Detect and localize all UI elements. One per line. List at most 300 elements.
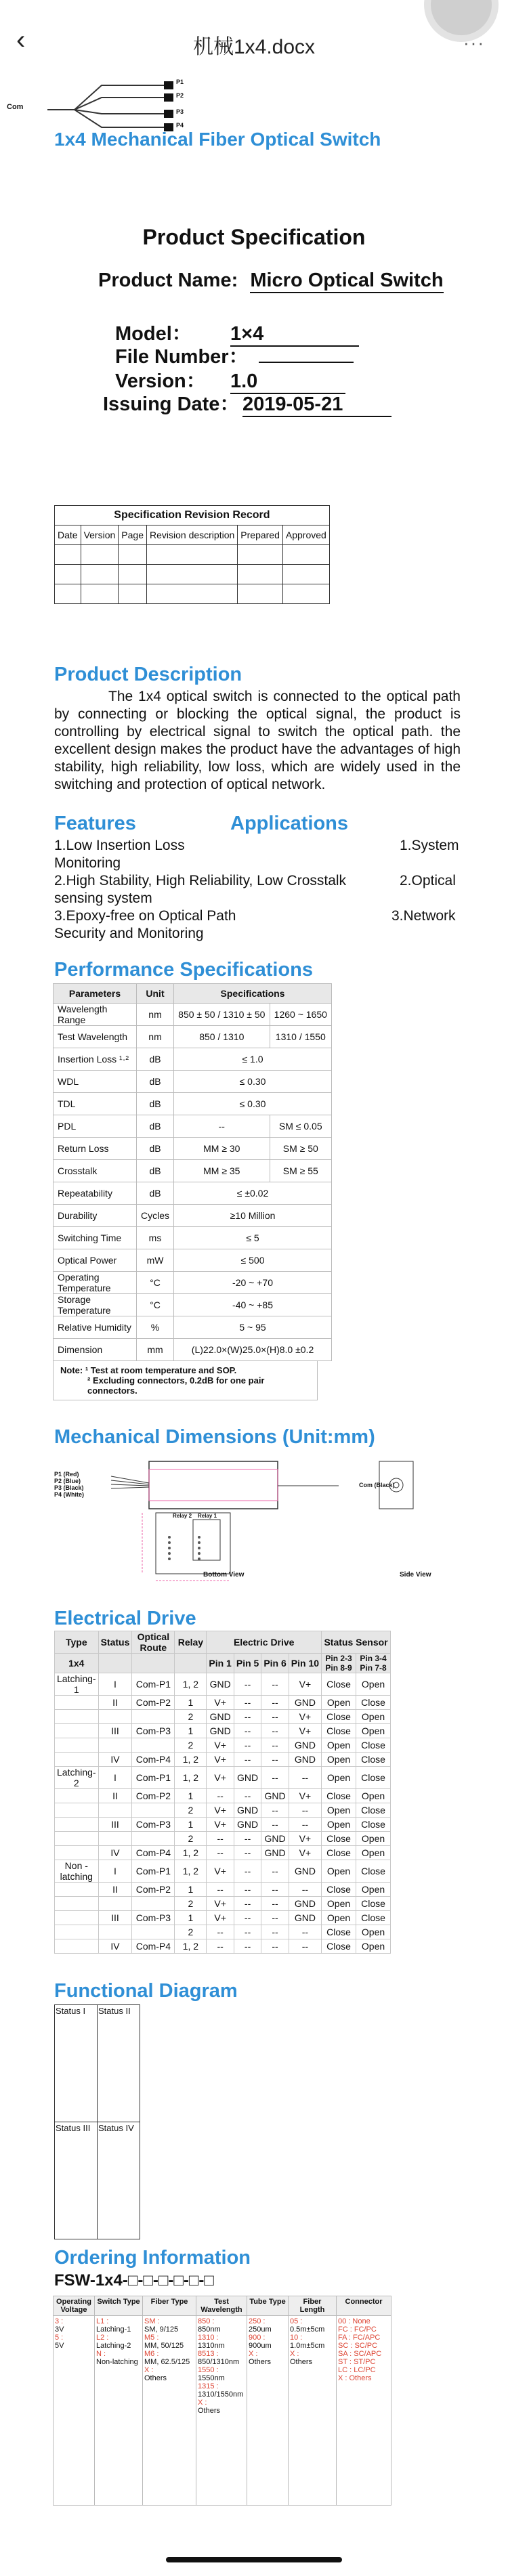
- version-value: 1.0: [230, 370, 345, 394]
- ordering-table: [53, 2296, 391, 2506]
- table-cell: --: [289, 1939, 321, 1954]
- table-cell: --: [234, 1860, 261, 1883]
- perf-col-header: Specifications: [174, 984, 332, 1004]
- order-option: N :: [96, 2350, 106, 2358]
- back-icon[interactable]: ‹: [16, 25, 26, 55]
- table-cell: Close: [322, 1883, 356, 1897]
- order-option: X :: [290, 2350, 299, 2358]
- table-cell: dB: [137, 1115, 174, 1138]
- application-item: 2.Optical: [400, 873, 456, 888]
- table-cell: Open: [356, 1724, 391, 1738]
- table-cell: Com-P2: [132, 1789, 175, 1803]
- table-cell: PDL: [54, 1115, 137, 1138]
- table-cell: Test Wavelength: [54, 1026, 137, 1048]
- table-cell: V+: [289, 1710, 321, 1724]
- table-cell: --: [207, 1832, 234, 1846]
- port-legend-item: P2 (Blue): [54, 1478, 81, 1484]
- table-cell: V+: [289, 1789, 321, 1803]
- elec-subheader: Pin 2-3 Pin 8-9: [322, 1654, 356, 1673]
- table-cell: --: [234, 1673, 261, 1696]
- table-cell: [55, 1939, 99, 1954]
- table-cell: Durability: [54, 1205, 137, 1227]
- table-cell: 1, 2: [175, 1753, 207, 1767]
- table-cell: GND: [207, 1724, 234, 1738]
- table-cell: ≤ 0.30: [174, 1071, 332, 1093]
- order-option-cell: [196, 2316, 247, 2506]
- table-cell: --: [289, 1767, 321, 1789]
- table-cell: --: [261, 1897, 289, 1911]
- list-item: Security and Monitoring: [54, 926, 204, 941]
- table-cell: 1: [175, 1789, 207, 1803]
- elec-subheader: Pin 1: [207, 1654, 234, 1673]
- order-option: 250 :: [249, 2317, 266, 2325]
- table-cell: 2: [175, 1710, 207, 1724]
- order-option: 5V: [55, 2342, 64, 2350]
- table-cell: Open: [356, 1883, 391, 1897]
- table-cell: [55, 1724, 99, 1738]
- table-cell: --: [261, 1939, 289, 1954]
- table-cell: 1, 2: [175, 1860, 207, 1883]
- description-heading: Product Description: [54, 664, 242, 685]
- table-cell: -20 ~ +70: [174, 1272, 332, 1294]
- table-row: [55, 1897, 391, 1911]
- revision-table: [54, 505, 330, 604]
- table-cell: ≤ 500: [174, 1249, 332, 1272]
- table-cell: --: [261, 1673, 289, 1696]
- status-iv-cell: Status IV: [98, 2122, 140, 2239]
- table-cell: GND: [234, 1767, 261, 1789]
- table-cell: WDL: [54, 1071, 137, 1093]
- table-row: [54, 1249, 332, 1272]
- status-ii-cell: Status II: [98, 2005, 140, 2122]
- table-cell: --: [289, 1883, 321, 1897]
- table-row: [55, 1710, 391, 1724]
- table-cell: GND: [289, 1753, 321, 1767]
- table-row: [54, 1339, 332, 1361]
- file-number-row: [115, 341, 354, 369]
- table-cell: 2: [175, 1803, 207, 1818]
- table-row: [55, 1883, 391, 1897]
- table-cell: V+: [289, 1673, 321, 1696]
- table-cell: Open: [322, 1696, 356, 1710]
- table-cell: II: [98, 1696, 132, 1710]
- table-cell: °C: [137, 1272, 174, 1294]
- table-cell: Return Loss: [54, 1138, 137, 1160]
- table-cell: MM ≥ 30: [174, 1138, 270, 1160]
- table-cell: Com-P4: [132, 1846, 175, 1860]
- table-cell: Close: [356, 1753, 391, 1767]
- order-option: 0.5m±5cm: [290, 2325, 325, 2334]
- table-cell: Close: [356, 1860, 391, 1883]
- table-cell: [55, 1897, 99, 1911]
- table-row: [55, 1911, 391, 1925]
- table-cell: 1310 / 1550: [270, 1026, 331, 1048]
- side-view-label: Side View: [400, 1571, 431, 1579]
- order-col-header: Test Wavelength: [196, 2296, 247, 2316]
- table-cell: Com-P2: [132, 1883, 175, 1897]
- table-cell: Close: [322, 1846, 356, 1860]
- elec-subheader: Pin 6: [261, 1654, 289, 1673]
- table-cell: Open: [322, 1738, 356, 1753]
- revision-col: Approved: [282, 525, 329, 545]
- table-cell: Open: [356, 1832, 391, 1846]
- table-cell: Non -latching: [55, 1860, 99, 1883]
- table-cell: [132, 1710, 175, 1724]
- table-cell: V+: [207, 1753, 234, 1767]
- table-cell: Open: [322, 1860, 356, 1883]
- issuing-date-value: 2019-05-21: [242, 393, 391, 417]
- revision-col: Version: [81, 525, 119, 545]
- table-cell: Wavelength Range: [54, 1004, 137, 1026]
- table-row: [55, 1738, 391, 1753]
- order-option: Others: [290, 2358, 313, 2366]
- table-row: [54, 1160, 332, 1182]
- order-option: SA : SC/APC: [338, 2350, 382, 2358]
- table-cell: 1260 ~ 1650: [270, 1004, 331, 1026]
- port-label: P3: [176, 108, 184, 115]
- table-cell: --: [234, 1911, 261, 1925]
- table-cell: V+: [207, 1897, 234, 1911]
- revision-col: Prepared: [238, 525, 283, 545]
- table-cell: Close: [322, 1724, 356, 1738]
- table-cell: --: [261, 1767, 289, 1789]
- order-option: X : Others: [338, 2374, 372, 2382]
- table-cell: Open: [356, 1673, 391, 1696]
- table-cell: Com-P4: [132, 1939, 175, 1954]
- order-col-header: Operating Voltage: [54, 2296, 95, 2316]
- table-cell: V+: [207, 1803, 234, 1818]
- revision-col: Page: [119, 525, 147, 545]
- order-option: FA : FC/APC: [338, 2334, 381, 2342]
- order-option: X :: [198, 2399, 207, 2407]
- table-cell: GND: [261, 1832, 289, 1846]
- status-i-cell: Status I: [55, 2005, 98, 2122]
- table-row: [55, 1846, 391, 1860]
- mechanical-drawing: [54, 1456, 447, 1598]
- com-label: Com: [7, 103, 24, 111]
- order-option: SM, 9/125: [144, 2325, 179, 2334]
- order-option: 00 : None: [338, 2317, 371, 2325]
- order-option: M6 :: [144, 2350, 159, 2358]
- order-option-cell: [247, 2316, 289, 2506]
- table-cell: -40 ~ +85: [174, 1294, 332, 1316]
- table-cell: nm: [137, 1004, 174, 1026]
- port-label: P1: [176, 79, 184, 85]
- table-cell: V+: [207, 1818, 234, 1832]
- order-option: 1550nm: [198, 2374, 225, 2382]
- perf-col-header: Unit: [137, 984, 174, 1004]
- table-cell: --: [234, 1939, 261, 1954]
- table-cell: [98, 1803, 132, 1818]
- table-cell: --: [234, 1846, 261, 1860]
- table-cell: --: [289, 1925, 321, 1939]
- table-cell: GND: [261, 1846, 289, 1860]
- table-cell: Com-P1: [132, 1673, 175, 1696]
- table-row: [55, 1724, 391, 1738]
- top-bar: [0, 0, 508, 84]
- table-cell: Repeatability: [54, 1182, 137, 1205]
- order-option: 1310/1550nm: [198, 2390, 244, 2399]
- table-cell: V+: [207, 1767, 234, 1789]
- table-cell: --: [261, 1911, 289, 1925]
- table-cell: 1: [175, 1696, 207, 1710]
- table-cell: Latching-2: [55, 1767, 99, 1789]
- order-option: 1310 :: [198, 2334, 219, 2342]
- elec-header: Status Sensor: [322, 1631, 391, 1654]
- order-option: M5 :: [144, 2334, 159, 2342]
- table-row: [55, 1767, 391, 1789]
- table-cell: --: [174, 1115, 270, 1138]
- order-option: 1.0m±5cm: [290, 2342, 325, 2350]
- order-option-cell: [289, 2316, 337, 2506]
- table-cell: --: [289, 1803, 321, 1818]
- table-cell: ≤ 5: [174, 1227, 332, 1249]
- table-cell: IV: [98, 1846, 132, 1860]
- table-row: [54, 1316, 332, 1339]
- table-row: [55, 1789, 391, 1803]
- table-cell: IV: [98, 1939, 132, 1954]
- table-cell: [55, 1883, 99, 1897]
- ordering-code: FSW-1x4-□-□-□-□-□-□: [54, 2271, 214, 2290]
- table-cell: Com-P4: [132, 1753, 175, 1767]
- performance-table: [53, 983, 332, 1400]
- ordering-heading: Ordering Information: [54, 2247, 251, 2269]
- applications-heading: Applications: [230, 813, 349, 834]
- table-cell: GND: [289, 1897, 321, 1911]
- order-option: Others: [249, 2358, 272, 2366]
- mechanical-drawing-svg: [54, 1456, 447, 1598]
- product-title: 1x4 Mechanical Fiber Optical Switch: [54, 129, 381, 150]
- table-cell: 2: [175, 1897, 207, 1911]
- table-cell: --: [207, 1883, 234, 1897]
- elec-header: Status: [98, 1631, 132, 1654]
- table-cell: --: [261, 1883, 289, 1897]
- table-cell: [55, 1696, 99, 1710]
- order-option: Latching-2: [96, 2342, 131, 2350]
- table-cell: [55, 1925, 99, 1939]
- order-option: 850nm: [198, 2325, 221, 2334]
- table-cell: 1, 2: [175, 1767, 207, 1789]
- product-name-label: Product Name:: [98, 270, 238, 291]
- order-option: MM, 62.5/125: [144, 2358, 190, 2366]
- model-value: 1×4: [230, 323, 359, 347]
- port-label: P4: [176, 122, 184, 129]
- order-option-cell: [337, 2316, 391, 2506]
- table-cell: V+: [207, 1911, 234, 1925]
- table-cell: 2: [175, 1832, 207, 1846]
- table-cell: V+: [207, 1738, 234, 1753]
- elec-header: Electric Drive: [207, 1631, 322, 1654]
- table-cell: dB: [137, 1138, 174, 1160]
- table-cell: Storage Temperature: [54, 1294, 137, 1316]
- table-cell: [98, 1738, 132, 1753]
- table-cell: nm: [137, 1026, 174, 1048]
- table-cell: 1, 2: [175, 1673, 207, 1696]
- order-option: 3V: [55, 2325, 64, 2334]
- issuing-date-label: Issuing Date：: [103, 393, 240, 415]
- table-cell: Open: [322, 1753, 356, 1767]
- order-option-cell: [54, 2316, 95, 2506]
- table-cell: GND: [207, 1710, 234, 1724]
- table-cell: Com-P3: [132, 1724, 175, 1738]
- table-cell: Open: [356, 1710, 391, 1724]
- revision-col: Date: [55, 525, 81, 545]
- order-option: 850 :: [198, 2317, 215, 2325]
- home-indicator[interactable]: [166, 2557, 342, 2562]
- table-cell: [132, 1832, 175, 1846]
- table-cell: [98, 1897, 132, 1911]
- table-cell: Close: [356, 1767, 391, 1789]
- table-cell: GND: [289, 1911, 321, 1925]
- elec-header: Relay: [175, 1631, 207, 1654]
- table-cell: 850 / 1310: [174, 1026, 270, 1048]
- port-legend: [54, 1471, 84, 1498]
- table-cell: °C: [137, 1294, 174, 1316]
- performance-note-2: ² Excluding connectors, 0.2dB for one pair connectors.: [87, 1375, 265, 1396]
- relay-2-label: Relay 2: [173, 1513, 192, 1519]
- table-row: [54, 1182, 332, 1205]
- table-cell: %: [137, 1316, 174, 1339]
- document-title: 机械1x4.docx: [192, 36, 316, 58]
- table-cell: I: [98, 1767, 132, 1789]
- table-cell: GND: [289, 1738, 321, 1753]
- revision-col: Revision description: [146, 525, 237, 545]
- table-cell: 1: [175, 1724, 207, 1738]
- order-option: 3 :: [55, 2317, 64, 2325]
- table-cell: Close: [356, 1911, 391, 1925]
- description-text: The 1x4 optical switch is connected to the optical path by connecting or blocking the optical signal, the product is controlling by electrical signal to switch the optical path. the excellent design makes the product have the advantages of high stability, high reliability, low loss, which are widely used in the switching and protection of optical network.: [54, 689, 461, 792]
- table-cell: 1: [175, 1911, 207, 1925]
- order-col-header: Switch Type: [95, 2296, 143, 2316]
- revision-heading: Specification Revision Record: [55, 506, 330, 525]
- table-row: [54, 1115, 332, 1138]
- file-number-value: [259, 344, 354, 363]
- table-cell: 1: [175, 1883, 207, 1897]
- list-item: sensing system: [54, 890, 152, 906]
- table-cell: Open: [356, 1925, 391, 1939]
- table-cell: mW: [137, 1249, 174, 1272]
- table-row: [55, 1803, 391, 1818]
- table-cell: --: [261, 1738, 289, 1753]
- elec-subheader: Pin 5: [234, 1654, 261, 1673]
- table-cell: 1, 2: [175, 1939, 207, 1954]
- table-cell: --: [261, 1860, 289, 1883]
- table-cell: Switching Time: [54, 1227, 137, 1249]
- table-cell: --: [234, 1789, 261, 1803]
- list-item: Monitoring: [54, 855, 121, 871]
- table-cell: Latching-1: [55, 1673, 99, 1696]
- table-cell: --: [234, 1724, 261, 1738]
- table-cell: Open: [356, 1789, 391, 1803]
- order-option: 1310nm: [198, 2342, 225, 2350]
- port-legend-item: P1 (Red): [54, 1471, 79, 1478]
- table-cell: III: [98, 1724, 132, 1738]
- table-cell: Com-P1: [132, 1767, 175, 1789]
- table-row: [54, 1004, 332, 1026]
- table-cell: [98, 1832, 132, 1846]
- order-option: 5 :: [55, 2334, 64, 2342]
- table-cell: --: [234, 1883, 261, 1897]
- table-cell: 2: [175, 1925, 207, 1939]
- table-cell: ≤ ±0.02: [174, 1182, 332, 1205]
- table-cell: dB: [137, 1093, 174, 1115]
- table-cell: Close: [356, 1803, 391, 1818]
- table-row: [54, 1227, 332, 1249]
- table-cell: GND: [207, 1673, 234, 1696]
- table-cell: V+: [207, 1696, 234, 1710]
- table-cell: [55, 1789, 99, 1803]
- order-option: 1315 :: [198, 2382, 219, 2390]
- table-cell: V+: [207, 1860, 234, 1883]
- table-cell: MM ≥ 35: [174, 1160, 270, 1182]
- table-cell: --: [234, 1738, 261, 1753]
- table-cell: Open: [322, 1803, 356, 1818]
- table-cell: Relative Humidity: [54, 1316, 137, 1339]
- table-cell: V+: [289, 1832, 321, 1846]
- perf-col-header: Parameters: [54, 984, 137, 1004]
- order-option: LC : LC/PC: [338, 2366, 376, 2374]
- table-cell: II: [98, 1789, 132, 1803]
- electrical-table: [54, 1631, 391, 1954]
- table-cell: Close: [356, 1897, 391, 1911]
- table-row: [54, 1071, 332, 1093]
- application-item: 3.Network: [391, 908, 456, 924]
- port-label: P2: [176, 92, 184, 99]
- table-cell: Com-P2: [132, 1696, 175, 1710]
- table-cell: IV: [98, 1753, 132, 1767]
- order-col-header: Tube Type: [247, 2296, 289, 2316]
- table-cell: Crosstalk: [54, 1160, 137, 1182]
- elec-subheader: 1x4: [55, 1654, 99, 1673]
- table-cell: SM ≤ 0.05: [270, 1115, 331, 1138]
- functional-diagram: [54, 2004, 140, 2239]
- table-cell: Close: [322, 1939, 356, 1954]
- mechanical-heading: Mechanical Dimensions (Unit:mm): [54, 1426, 375, 1448]
- table-row: [54, 1294, 332, 1316]
- table-cell: Close: [322, 1673, 356, 1696]
- table-row: [55, 1832, 391, 1846]
- table-cell: II: [98, 1883, 132, 1897]
- port-legend-item: P3 (Black): [54, 1484, 84, 1491]
- port-legend-item: P4 (White): [54, 1491, 84, 1498]
- table-cell: [98, 1710, 132, 1724]
- table-row: [54, 1026, 332, 1048]
- table-row: [54, 1205, 332, 1227]
- table-cell: [55, 1911, 99, 1925]
- order-option: 8513 :: [198, 2350, 219, 2358]
- table-cell: --: [261, 1696, 289, 1710]
- table-row: [55, 1860, 391, 1883]
- relay-1-label: Relay 1: [198, 1513, 217, 1519]
- more-icon[interactable]: ···: [463, 33, 485, 53]
- table-cell: Open: [322, 1897, 356, 1911]
- order-col-header: Fiber Length: [289, 2296, 337, 2316]
- table-cell: [55, 1846, 99, 1860]
- table-cell: [132, 1803, 175, 1818]
- table-cell: [55, 1753, 99, 1767]
- list-item: 1.Low Insertion Loss: [54, 838, 185, 853]
- table-cell: SM ≥ 55: [270, 1160, 331, 1182]
- table-cell: --: [207, 1925, 234, 1939]
- order-option: Others: [198, 2407, 221, 2415]
- table-cell: 1, 2: [175, 1846, 207, 1860]
- table-cell: --: [261, 1710, 289, 1724]
- table-row: [55, 1673, 391, 1696]
- table-cell: Com-P3: [132, 1911, 175, 1925]
- table-cell: I: [98, 1673, 132, 1696]
- table-cell: [98, 1925, 132, 1939]
- table-cell: V+: [289, 1724, 321, 1738]
